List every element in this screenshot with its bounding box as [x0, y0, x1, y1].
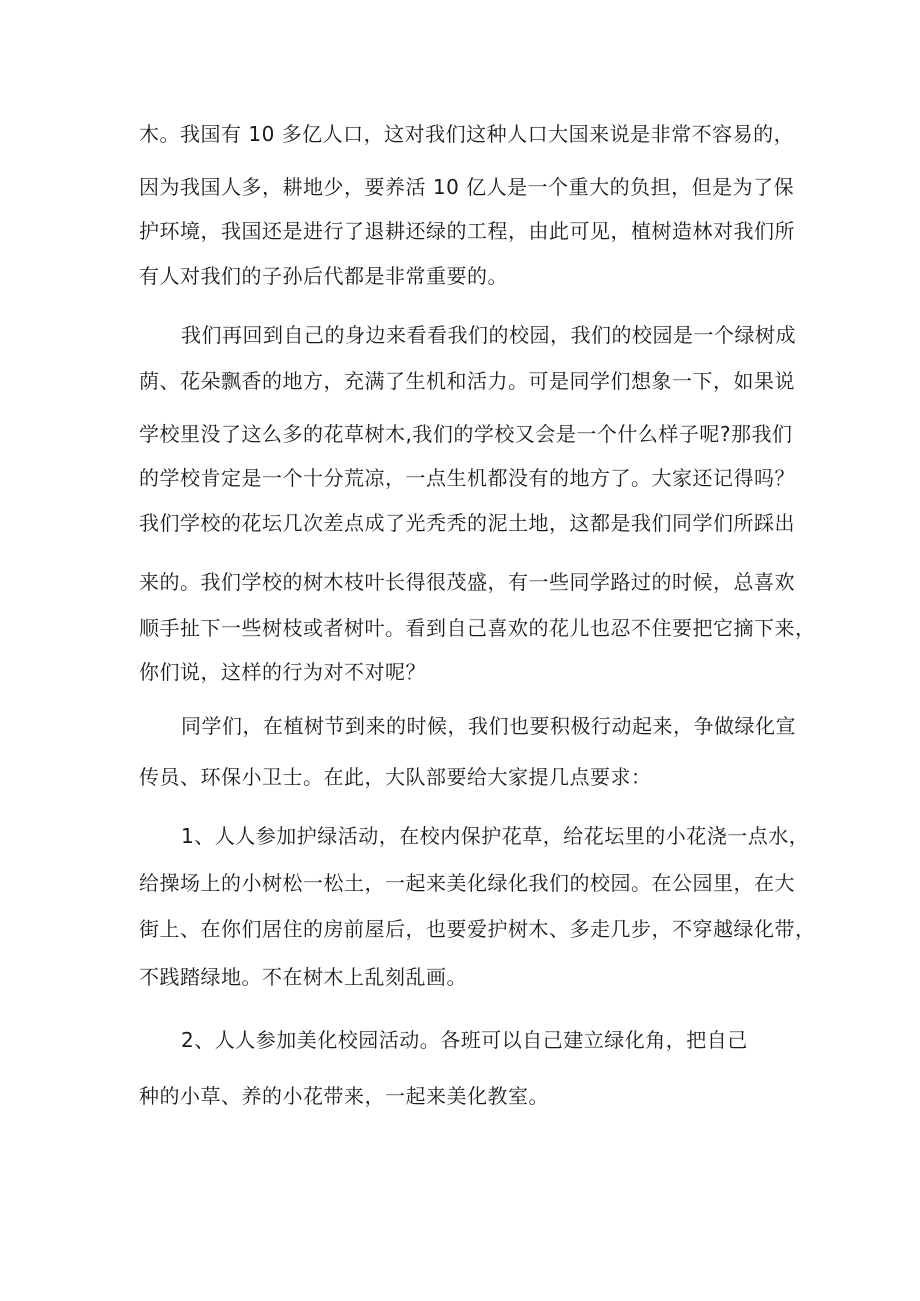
- text-line: 同学们，在植树节到来的时候，我们也要积极行动起来，争做绿化宣: [181, 714, 796, 738]
- text-line: 传员、环保小卫士。在此，大队部要给大家提几点要求：: [139, 765, 652, 789]
- text-line: 木。我国有 10 多亿人口，这对我们这种人口大国来说是非常不容易的，: [139, 122, 795, 146]
- text-line: 街上、在你们居住的房前屋后，也要爱护树木、多走几步，不穿越绿化带，: [139, 917, 816, 941]
- text-line: 的学校肯定是一个十分荒凉，一点生机都没有的地方了。大家还记得吗？: [139, 466, 795, 490]
- text-line: 种的小草、养的小花带来，一起来美化教室。: [139, 1084, 549, 1108]
- text-line: 因为我国人多，耕地少，要养活 10 亿人是一个重大的负担，但是为了保: [139, 175, 795, 199]
- text-line: 给操场上的小树松一松土，一起来美化绿化我们的校园。在公园里，在大: [139, 871, 795, 895]
- text-line: 顺手扯下一些树枝或者树叶。看到自己喜欢的花儿也忍不住要把它摘下来，: [139, 616, 816, 640]
- text-line: 1、人人参加护绿活动，在校内保护花草，给花坛里的小花浇一点水，: [181, 824, 810, 848]
- text-line: 2、人人参加美化校园活动。各班可以自己建立绿化角，把自己: [181, 1028, 748, 1052]
- text-line: 我们学校的花坛几次差点成了光秃秃的泥土地，这都是我们同学们所踩出: [139, 511, 795, 535]
- text-line: 来的。我们学校的树木枝叶长得很茂盛，有一些同学路过的时候，总喜欢: [139, 570, 795, 594]
- text-line: 你们说，这样的行为对不对呢？: [139, 660, 426, 684]
- text-line: 学校里没了这么多的花草树木,我们的学校又会是一个什么样子呢?那我们: [139, 422, 793, 446]
- text-line: 荫、花朵飘香的地方，充满了生机和活力。可是同学们想象一下，如果说: [139, 369, 795, 393]
- text-line: 有人对我们的子孙后代都是非常重要的。: [139, 264, 508, 288]
- text-line: 护环境，我国还是进行了退耕还绿的工程，由此可见，植树造林对我们所: [139, 219, 795, 243]
- text-line: 不践踏绿地。不在树木上乱刻乱画。: [139, 965, 467, 989]
- text-line: 我们再回到自己的身边来看看我们的校园，我们的校园是一个绿树成: [181, 323, 796, 347]
